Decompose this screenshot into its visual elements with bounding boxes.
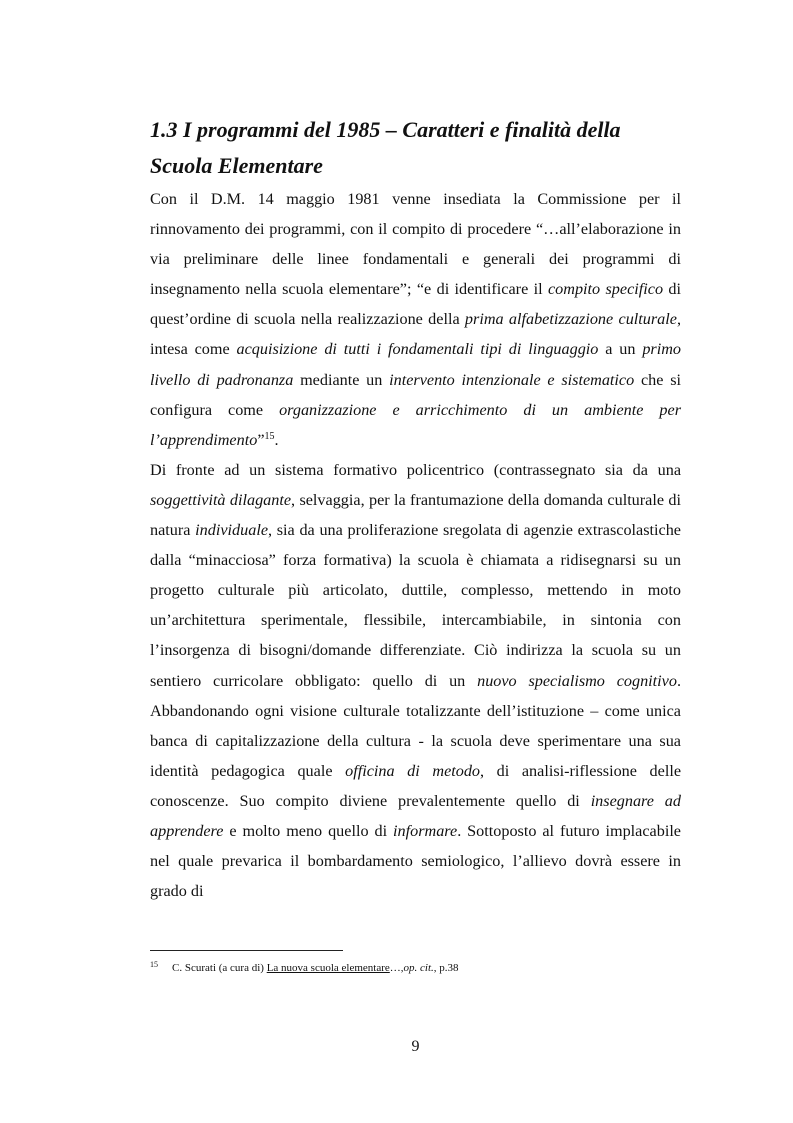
text-run: e molto meno quello di — [223, 821, 394, 840]
italic-run: primo livello di padronanza — [150, 340, 682, 389]
footnote-reference[interactable]: 15 — [264, 430, 275, 442]
italic-run: individuale — [195, 521, 268, 540]
text-run: , di analisi-riflessione delle conoscenze. Suo compito diviene prevalentemente quello di — [150, 761, 682, 810]
italic-run: informare — [393, 821, 458, 840]
text-run: di quest’ordine di scuola nella realizzazione della — [150, 280, 682, 329]
text-run: , intesa come — [150, 310, 681, 359]
text-run: Con il D.M. 14 maggio 1981 venne insediata la Commissione per il rinnovamento dei programmi, con il compito di procedere “…all’elaborazione in via preliminare delle linee fondamentali e generali dei programmi di insegnamento nella scuola elementare”; “e di identificare il — [150, 190, 681, 299]
italic-run: intervento intenzionale e sistematico — [389, 370, 635, 389]
text-run: , selvaggia, per la frantumazione della domanda culturale di natura — [150, 490, 681, 540]
footnote-book-title: La nuova scuola elementare — [266, 962, 390, 974]
footnote-author: C. Scurati (a cura di) — [172, 962, 267, 974]
italic-run: nuovo specialismo cognitivo — [477, 671, 677, 690]
italic-run: soggettività dilagante — [150, 490, 292, 509]
text-run: . Sottoposto al futuro implacabile nel quale prevarica il bombardamento semiologico, l’allievo dovrà essere in grado di — [150, 821, 681, 901]
text-run: mediante un — [293, 370, 390, 389]
italic-run: acquisizione di tutti i fondamentali tipi di linguaggio — [236, 340, 599, 359]
section-heading: 1.3 I programmi del 1985 – Caratteri e finalità della Scuola Elementare — [150, 117, 621, 178]
paragraph-2 — [150, 455, 681, 906]
italic-run: organizzazione e arricchimento di un ambiente per l’apprendimento — [150, 400, 682, 449]
footnote-opcit: op. cit. — [403, 962, 434, 974]
footnote-separator — [150, 950, 343, 951]
text-run: Di fronte ad un sistema formativo policentrico (contrassegnato sia da una — [150, 460, 681, 479]
italic-run: prima alfabetizzazione culturale — [464, 310, 677, 329]
text-run: che si configura come — [150, 370, 682, 419]
italic-run: officina di metodo — [345, 761, 481, 780]
text-run: . — [274, 430, 279, 449]
paragraph-1 — [150, 184, 681, 455]
footnote-number: 15 — [150, 960, 158, 969]
text-run: , p.38 — [433, 962, 459, 974]
document-page — [150, 0, 681, 1123]
italic-run: insegnare ad apprendere — [150, 791, 681, 840]
page-number: 9 — [411, 1038, 420, 1055]
text-run: ” — [257, 430, 265, 449]
text-run: a un — [598, 340, 643, 359]
body-text — [150, 184, 681, 906]
text-run: …, — [389, 962, 404, 974]
italic-run: compito specifico — [547, 280, 664, 299]
text-run: . Abbandonando ogni visione culturale totalizzante dell’istituzione – come unica banca di capitalizzazione della cultura - la scuola deve sperimentare una sua identità pedagogica quale — [150, 671, 681, 780]
text-run: , sia da una proliferazione sregolata di agenzie extrascolastiche dalla “minacciosa” forza formativa) la scuola è chiamata a ridisegnarsi su un progetto culturale più articolato, duttile, complesso, mettendo in moto un’architettura sperimentale, flessibile, intercambiabile, in sintonia con l’insorgenza di bisogni/domande differenziate. Ciò indirizza la scuola su un sentiero curricolare obbligato: quello di un — [150, 521, 681, 690]
footnote — [150, 958, 681, 975]
